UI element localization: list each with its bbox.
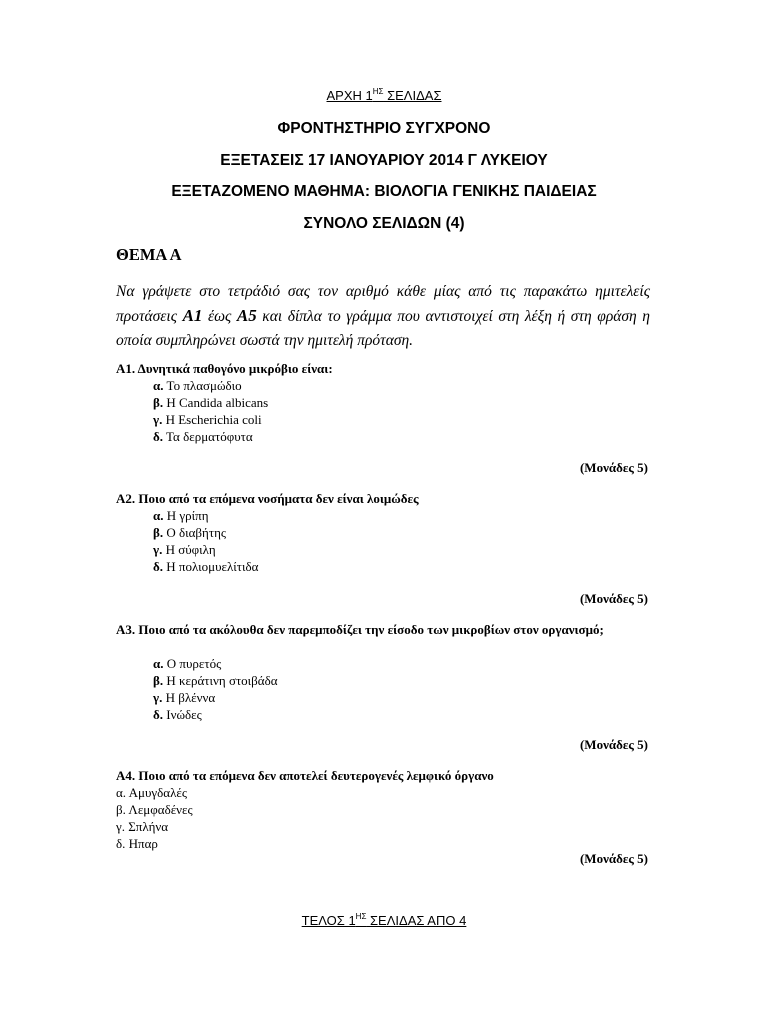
exam-date: ΕΞΕΤΑΣΕΙΣ 17 ΙΑΝΟΥΑΡΙΟΥ 2014 Γ ΛΥΚΕΙΟΥ [220,152,548,169]
option-text: Ο διαβήτης [163,525,227,540]
question-a2-options [153,507,258,575]
option-text: Το πλασμώδιο [163,378,242,393]
question-a3-marks: (Μονάδες 5) [579,737,648,752]
option-letter: β. [153,525,164,540]
question-a2-marks: (Μονάδες 5) [579,591,648,606]
page-end-marker [0,913,768,928]
question-a3-title: Α3. Ποιο από τα ακόλουθα δεν παρεμποδίζει την είσοδο των μικροβίων στον οργανισμό; [116,622,604,637]
option-text: Η γρίπη [163,508,209,523]
exam-subject: ΕΞΕΤΑΖΟΜΕΝΟ ΜΑΘΗΜΑ: ΒΙΟΛΟΓΙΑ ΓΕΝΙΚΗΣ ΠΑΙΔΕΙΑΣ [171,183,597,200]
page-end-suffix: ΣΕΛΙΔΑΣ ΑΠΟ 4 [366,913,467,928]
option [153,394,268,411]
option-letter: γ. [153,542,163,557]
option [153,377,268,394]
option: γ. Σπλήνα [116,819,169,834]
question-a1-marks: (Μονάδες 5) [579,460,648,475]
option [153,411,268,428]
option: α. Αμυγδαλές [116,785,187,800]
option [153,428,268,445]
option [153,655,278,672]
option-text: Η πολιομυελίτιδα [163,559,259,574]
option-text: Η κεράτινη στοιβάδα [163,673,278,688]
instructions-text-2: έως [202,308,237,325]
instructions-paragraph [116,280,650,353]
option-letter: δ. [153,707,163,722]
option [153,541,258,558]
option-text: Η Candida albicans [163,395,269,410]
option-letter: β. [153,395,164,410]
question-a4-title: Α4. Ποιο από τα επόμενα δεν αποτελεί δευτερογενές λεμφικό όργανο [116,768,494,783]
instructions-a1: Α1 [182,306,203,325]
option [153,706,278,723]
page-start-text: ΑΡΧΗ 1 [326,88,373,103]
page-count: ΣΥΝΟΛΟ ΣΕΛΙΔΩΝ (4) [303,215,465,232]
option-text: Η Escherichia coli [162,412,262,427]
option-text: Ο πυρετός [163,656,222,671]
page-start-ordinal: ΗΣ [372,87,384,96]
option-letter: β. [153,673,164,688]
option [153,689,278,706]
option-letter: γ. [153,412,163,427]
option-letter: α. [153,656,164,671]
option-text: Τα δερματόφυτα [163,429,253,444]
option: δ. Ηπαρ [116,836,158,851]
instructions-text-1: Να γράψετε στο τετράδιό σας τον αριθμό κάθε μίας από τις παρακάτω ημιτελείς προτάσεις [116,283,650,325]
option [153,524,258,541]
question-a4-marks: (Μονάδες 5) [579,851,648,866]
page-start-marker [0,88,768,103]
option-letter: α. [153,508,164,523]
question-a1-options [153,377,268,445]
school-name: ΦΡΟΝΤΗΣΤΗΡΙΟ ΣΥΓΧΡΟΝΟ [277,120,491,137]
option-text: Η σύφιλη [162,542,216,557]
question-a1-title: Α1. Δυνητικά παθογόνο μικρόβιο είναι: [116,361,333,376]
option-letter: γ. [153,690,163,705]
option [153,558,258,575]
page-end-ordinal: ΗΣ [355,912,367,921]
option-text: Ινώδες [163,707,202,722]
option-letter: δ. [153,429,163,444]
page-end-text: ΤΕΛΟΣ 1 [301,913,356,928]
option-text: Η βλέννα [162,690,216,705]
question-a3-options [153,655,278,723]
question-a2-title: Α2. Ποιο από τα επόμενα νοσήματα δεν είναι λοιμώδες [116,491,419,506]
option-letter: δ. [153,559,163,574]
option-letter: α. [153,378,164,393]
instructions-text-3: και δίπλα το γράμμα που αντιστοιχεί στη λέξη ή στη φράση η οποία συμπληρώνει σωστά την ημιτελή πρόταση. [116,308,650,349]
page-start-suffix: ΣΕΛΙΔΑΣ [383,88,442,103]
option [153,507,258,524]
theme-heading: ΘΕΜΑ Α [116,245,182,264]
instructions-a5: Α5 [236,306,257,325]
option: β. Λεμφαδένες [116,802,193,817]
option [153,672,278,689]
question-a4-options [116,784,193,852]
